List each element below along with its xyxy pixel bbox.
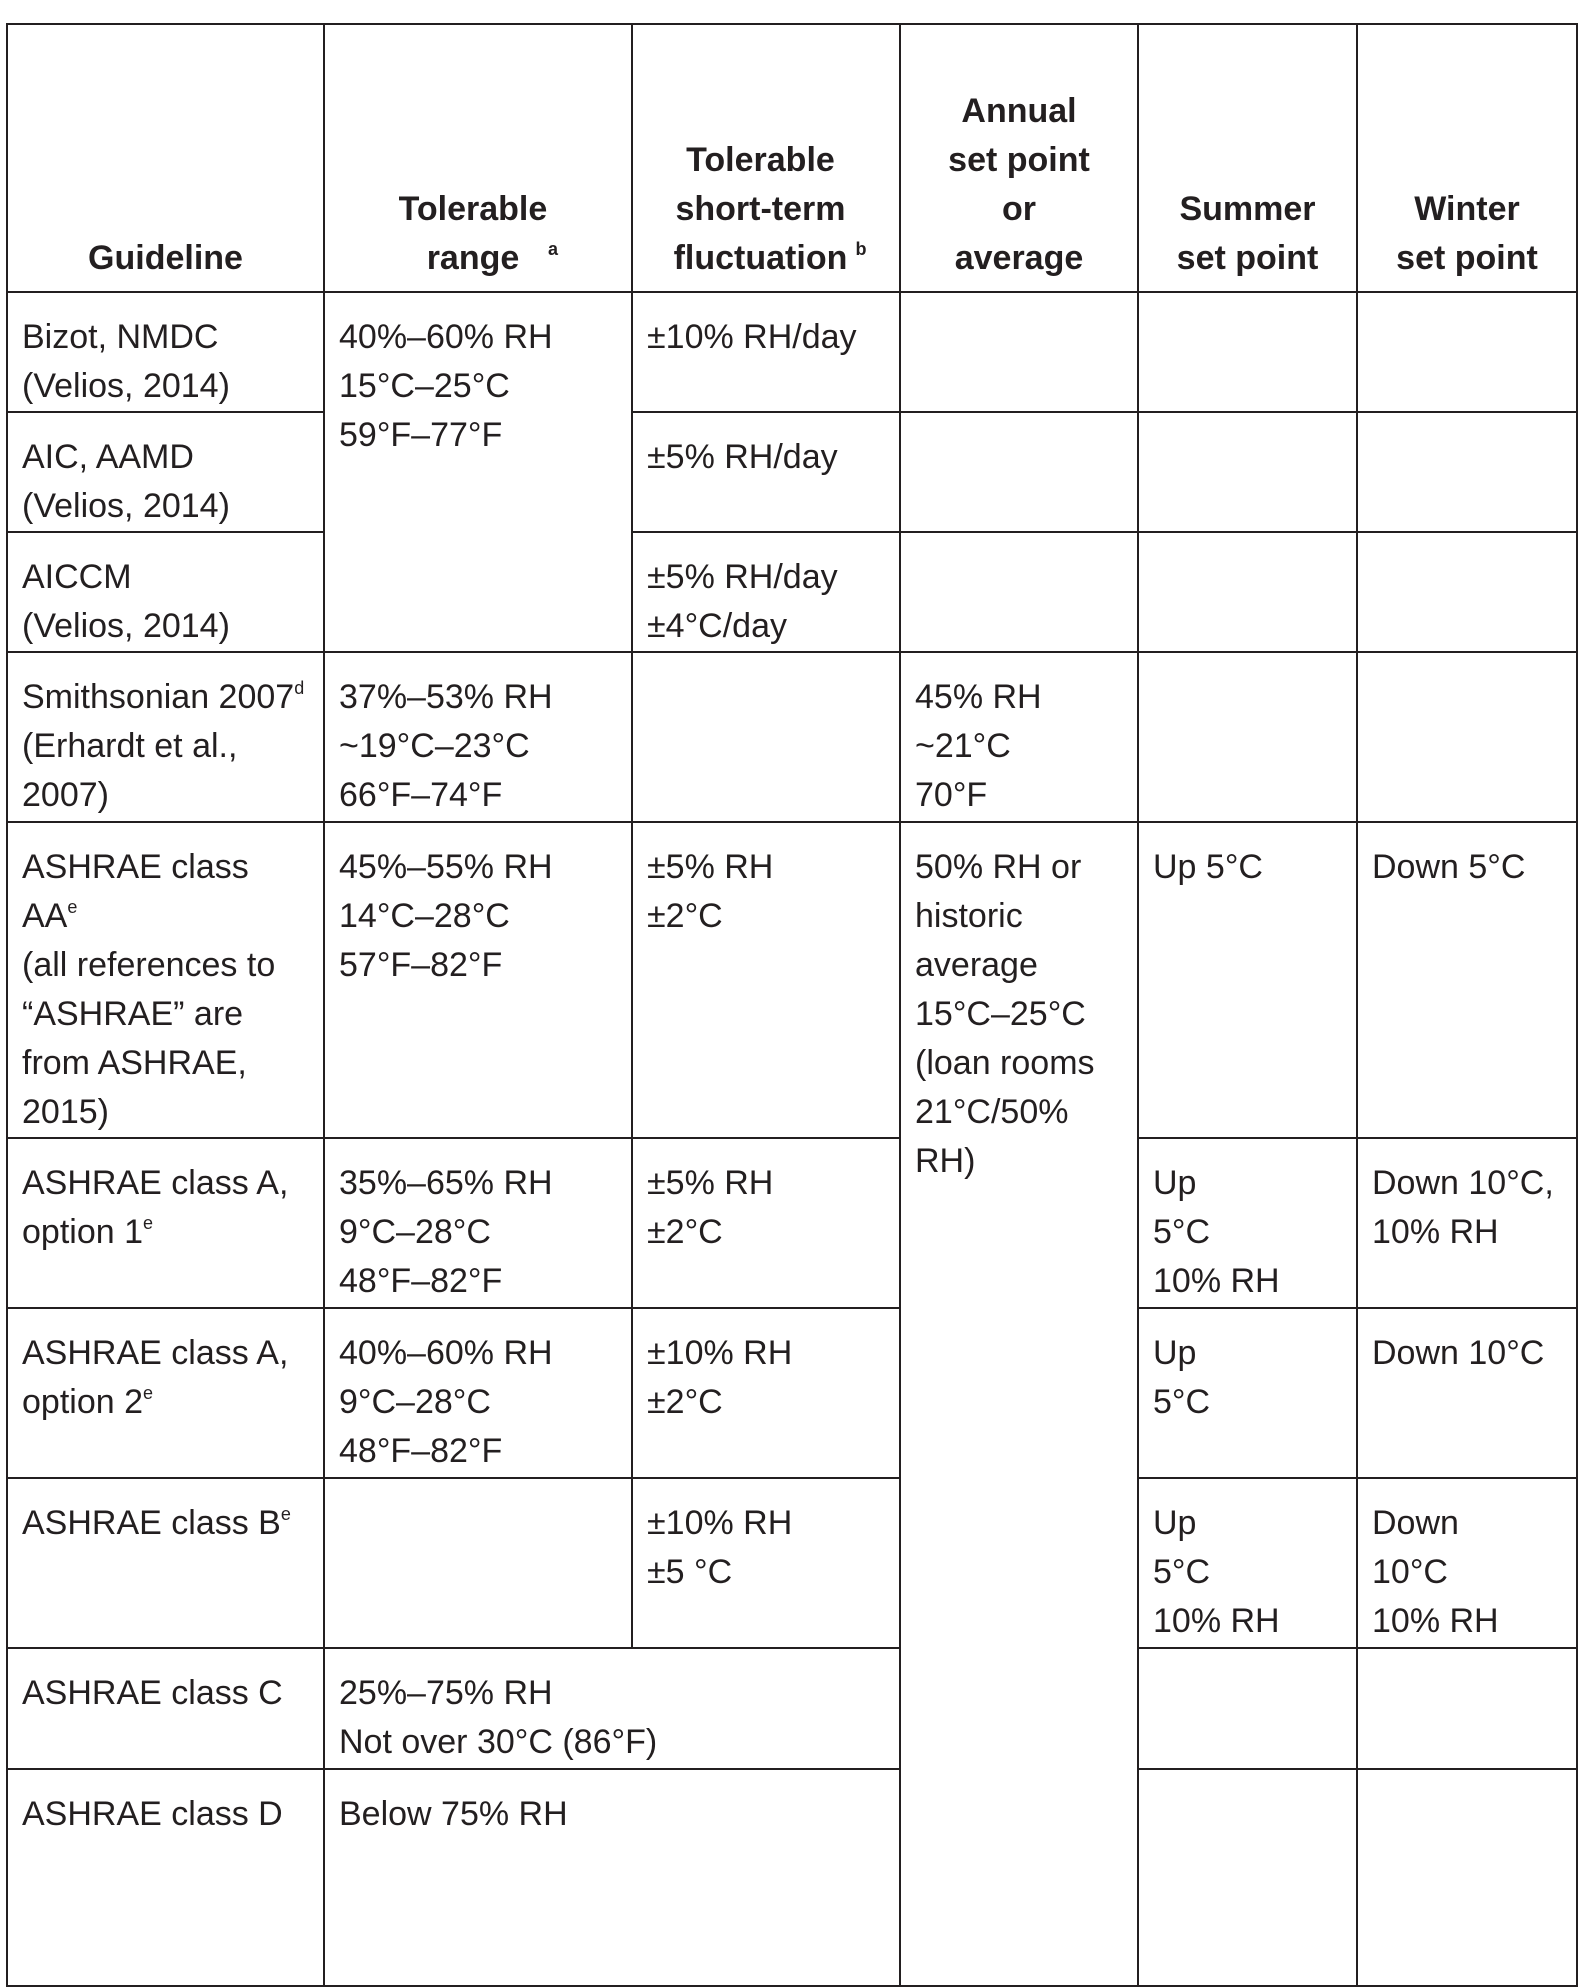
cell-range: 35%–65% RH 9°C–28°C 48°F–82°F	[324, 1138, 632, 1308]
table-row	[7, 822, 1577, 1138]
cell-range	[324, 1478, 632, 1648]
cell-winter	[1357, 1769, 1577, 1986]
cell-guideline: Smithsonian 2007$^d$ (Erhardt et al., 2007)	[7, 652, 324, 822]
cell-range: 25%–75% RH Not over 30°C (86°F)	[324, 1648, 900, 1769]
table-row	[7, 1138, 1577, 1308]
cell-winter	[1357, 532, 1577, 652]
cell-summer	[1138, 412, 1357, 532]
cell-guideline: ASHRAE class A, option 1e	[7, 1138, 324, 1308]
header-short-term-fluctuation: Tolerable short-term fluctuation $^b$	[632, 24, 900, 292]
cell-fluctuation: ±10% RH ±2°C	[632, 1308, 900, 1478]
cell-fluctuation: ±10% RH ±5 °C	[632, 1478, 900, 1648]
cell-summer: Up 5°C 10% RH	[1138, 1478, 1357, 1648]
cell-fluctuation: ±5% RH/day	[632, 412, 900, 532]
guidelines-table	[6, 23, 1578, 1987]
cell-fluctuation: ±5% RH/day ±4°C/day	[632, 532, 900, 652]
table-row	[7, 1308, 1577, 1478]
cell-summer: Up 5°C	[1138, 1308, 1357, 1478]
table-row	[7, 1769, 1577, 1986]
header-guideline: Guideline	[7, 24, 324, 292]
cell-guideline: Bizot, NMDC (Velios, 2014)	[7, 292, 324, 412]
footnote-e: e	[143, 1383, 154, 1403]
table-row	[7, 652, 1577, 822]
cell-winter	[1357, 412, 1577, 532]
cell-winter: Down 10°C, 10% RH	[1357, 1138, 1577, 1308]
header-winter-set-point: Winter set point	[1357, 24, 1577, 292]
cell-range: 45%–55% RH 14°C–28°C 57°F–82°F	[324, 822, 632, 1138]
cell-winter: Down 5°C	[1357, 822, 1577, 1138]
footnote-e: e	[143, 1213, 154, 1233]
cell-fluctuation: ±5% RH ±2°C	[632, 822, 900, 1138]
cell-guideline: ASHRAE class $AA^e$ (all references to “ASHRAE” are from ASHRAE, 2015)	[7, 822, 324, 1138]
cell-guideline: AIC, AAMD (Velios, 2014)	[7, 412, 324, 532]
cell-guideline: ASHRAE class A, option 2e	[7, 1308, 324, 1478]
cell-range: 37%–53% RH ~19°C–23°C 66°F–74°F	[324, 652, 632, 822]
table-row	[7, 412, 1577, 532]
footnote-e: e	[67, 897, 78, 917]
cell-summer: Up 5°C	[1138, 822, 1357, 1138]
cell-guideline: AICCM (Velios, 2014)	[7, 532, 324, 652]
table-header-row	[7, 24, 1577, 292]
cell-annual: 45% RH ~21°C 70°F	[900, 652, 1138, 822]
cell-winter	[1357, 292, 1577, 412]
cell-fluctuation: ±10% RH/day	[632, 292, 900, 412]
cell-guideline: ASHRAE class D	[7, 1769, 324, 1986]
header-summer-set-point: Summer set point	[1138, 24, 1357, 292]
cell-guideline: ASHRAE class C	[7, 1648, 324, 1769]
cell-winter: Down 10°C	[1357, 1308, 1577, 1478]
cell-winter	[1357, 652, 1577, 822]
cell-winter	[1357, 1648, 1577, 1769]
cell-summer	[1138, 652, 1357, 822]
footnote-d: d	[294, 678, 305, 698]
cell-summer	[1138, 532, 1357, 652]
table-row	[7, 292, 1577, 412]
cell-summer: Up 5°C 10% RH	[1138, 1138, 1357, 1308]
cell-summer	[1138, 1769, 1357, 1986]
cell-winter: Down 10°C 10% RH	[1357, 1478, 1577, 1648]
header-tolerable-range: Tolerable range $^a$	[324, 24, 632, 292]
cell-fluctuation	[632, 652, 900, 822]
header-annual-set-point: Annual set point or average	[900, 24, 1138, 292]
cell-summer	[1138, 292, 1357, 412]
cell-fluctuation: ±5% RH ±2°C	[632, 1138, 900, 1308]
cell-summer	[1138, 1648, 1357, 1769]
cell-annual: 50% RH or historic average 15°C–25°C (loan rooms 21°C/50% RH)	[900, 822, 1138, 1986]
cell-annual	[900, 532, 1138, 652]
cell-range: Below 75% RH	[324, 1769, 900, 1986]
cell-annual	[900, 412, 1138, 532]
cell-range: 40%–60% RH 15°C–25°C 59°F–77°F	[324, 292, 632, 652]
cell-guideline: ASHRAE class $B^e$	[7, 1478, 324, 1648]
table-row	[7, 1648, 1577, 1769]
cell-range: 40%–60% RH 9°C–28°C 48°F–82°F	[324, 1308, 632, 1478]
cell-annual	[900, 292, 1138, 412]
footnote-b: b	[855, 239, 867, 259]
footnote-e: e	[280, 1504, 291, 1524]
table-row	[7, 532, 1577, 652]
table-row	[7, 1478, 1577, 1648]
footnote-a: a	[547, 239, 558, 259]
